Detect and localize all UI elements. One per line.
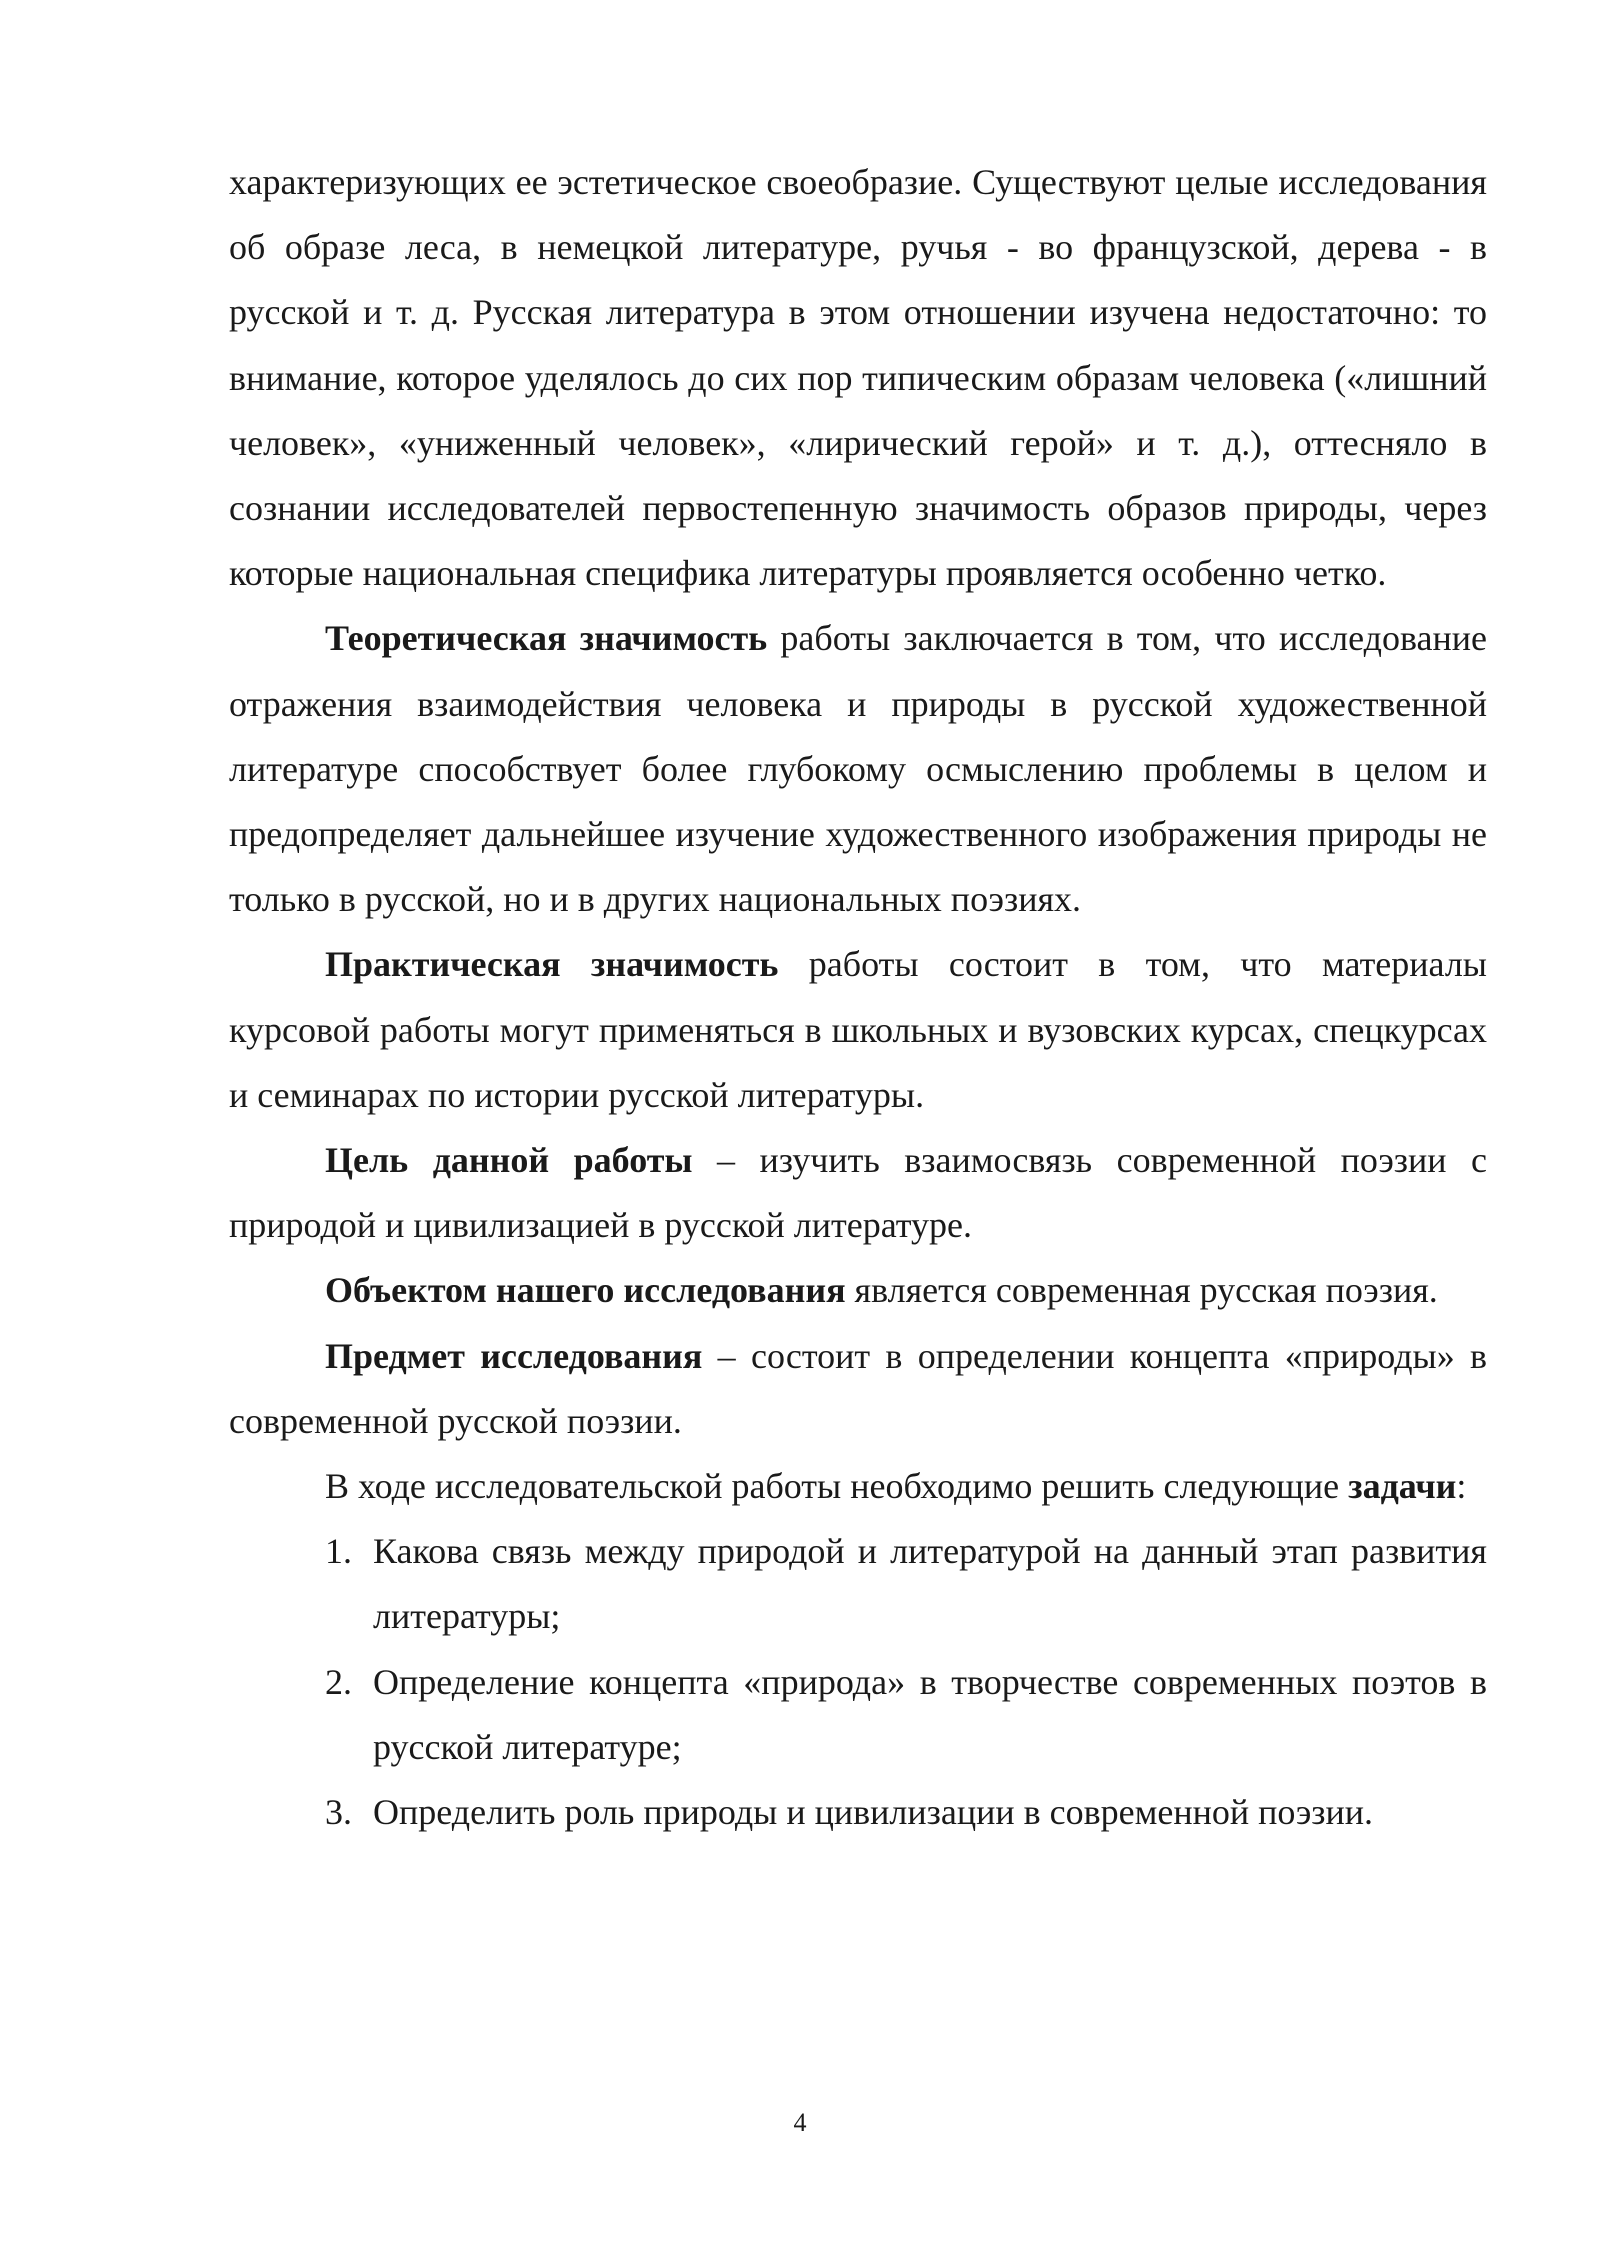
tasks-intro-paragraph — [229, 1454, 1487, 1519]
task-item — [325, 1519, 1487, 1649]
practical-significance-paragraph — [229, 932, 1487, 1128]
task-item — [325, 1780, 1487, 1845]
task-item — [325, 1650, 1487, 1780]
document-page — [229, 150, 1487, 1845]
object-term: Объектом нашего исследования — [325, 1270, 846, 1311]
theoretical-significance-paragraph — [229, 606, 1487, 932]
task-number: 1. — [325, 1531, 352, 1572]
subject-term: Предмет исследования — [325, 1335, 703, 1376]
subject-paragraph — [229, 1324, 1487, 1454]
task-number: 2. — [325, 1661, 352, 1702]
intro-continuation-text: характеризующих ее эстетическое своеобразие. Существуют целые исследования об образе леса, в немецкой литературе, ручья - во французской, дерева - в русской и т. д. Русская литература в этом отношении изучена недостаточно: то внимание, которое уделялось до сих пор типическим образам человека («лишний человек», «униженный человек», «лирический герой» и т. д.), оттесняло в сознании исследователей первостепенную значимость образов природы, через которые национальная специфика литературы проявляется особенно четко. — [229, 162, 1487, 594]
goal-paragraph — [229, 1128, 1487, 1258]
goal-term: Цель данной работы — [325, 1140, 693, 1181]
practical-significance-term: Практическая значимость — [325, 944, 779, 985]
practical-significance-text: работы состоит в том, что материалы курсовой работы могут применяться в школьных и вузовских курсах, спецкурсах и семинарах по истории русской литературы. — [229, 944, 1487, 1115]
object-text: является современная русская поэзия. — [845, 1270, 1438, 1311]
tasks-intro-colon: : — [1456, 1466, 1467, 1507]
subject-text: – состоит в определении концепта «природы» в современной русской поэзии. — [229, 1335, 1488, 1441]
object-paragraph — [229, 1258, 1487, 1323]
tasks-term: задачи — [1348, 1466, 1457, 1507]
theoretical-significance-text: работы заключается в том, что исследование отражения взаимодействия человека и природы в русской художественной литературе способствует более глубокому осмыслению проблемы в целом и предопределяет дальнейшее изучение художественного изображения природы не только в русской, но и в других национальных поэзиях. — [229, 618, 1487, 920]
task-number: 3. — [325, 1792, 352, 1833]
task-text: Определить роль природы и цивилизации в современной поэзии. — [373, 1792, 1374, 1833]
theoretical-significance-term: Теоретическая значимость — [325, 618, 768, 659]
tasks-intro-text: В ходе исследовательской работы необходимо решить следующие — [325, 1466, 1349, 1507]
tasks-list — [229, 1519, 1487, 1845]
intro-continuation-paragraph — [229, 150, 1487, 606]
task-text: Какова связь между природой и литературой на данный этап развития литературы; — [373, 1531, 1487, 1637]
task-text: Определение концепта «природа» в творчестве современных поэтов в русской литературе; — [373, 1661, 1487, 1767]
page-number: 4 — [793, 2108, 807, 2137]
goal-text: – изучить взаимосвязь современной поэзии с природой и цивилизацией в русской литературе. — [229, 1140, 1487, 1246]
